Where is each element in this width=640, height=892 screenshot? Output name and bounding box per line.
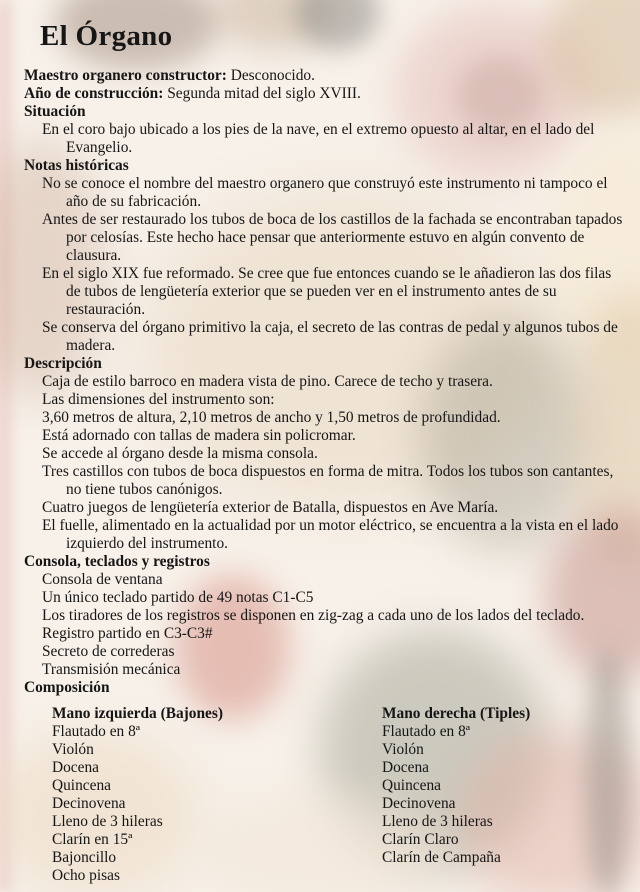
paragraph: Transmisión mecánica	[42, 661, 181, 678]
section-heading-composicion: Composición	[24, 679, 110, 696]
composition-columns	[52, 705, 624, 885]
paragraph: Está adornado con tallas de madera sin policromar.	[42, 427, 356, 444]
field-label: Año de construcción:	[24, 85, 164, 102]
stop-item: Clarín de Campaña	[382, 849, 501, 866]
paragraph: En el coro bajo ubicado a los pies de la nave, en el extremo opuesto al altar, en el lado del Evangelio.	[42, 121, 595, 156]
section-heading-consola: Consola, teclados y registros	[24, 553, 210, 570]
stop-item: Clarín Claro	[382, 831, 459, 848]
paragraph: Caja de estilo barroco en madera vista de pino. Carece de techo y trasera.	[42, 373, 493, 390]
paragraph: No se conoce el nombre del maestro organero que construyó este instrumento ni tampoco el año de su fabricación.	[42, 175, 608, 210]
stop-item: Ocho pisas	[52, 867, 120, 884]
field-year	[24, 85, 624, 103]
composition-column-left	[52, 705, 382, 885]
stop-item: Decinovena	[52, 795, 126, 812]
field-value: Segunda mitad del siglo XVIII.	[167, 85, 361, 102]
paragraph: Se accede al órgano desde la misma consola.	[42, 445, 318, 462]
column-title: Mano derecha (Tiples)	[382, 705, 531, 722]
section-heading-descripcion: Descripción	[24, 355, 102, 372]
section-heading-notas-historicas: Notas históricas	[24, 157, 129, 174]
stop-item: Clarín en 15ª	[52, 831, 133, 848]
paragraph: Registro partido en C3-C3#	[42, 625, 213, 642]
stop-item: Quincena	[382, 777, 441, 794]
section-heading-situacion: Situación	[24, 103, 86, 120]
paragraph: Tres castillos con tubos de boca dispuestos en forma de mitra. Todos los tubos son cantantes, no tiene tubos canónigos.	[42, 463, 614, 498]
stop-item: Quincena	[52, 777, 111, 794]
paragraph: Antes de ser restaurado los tubos de boca de los castillos de la fachada se encontraban tapados por celosías. Este hecho hace pensar que anteriormente estuvo en algún convento de clausura.	[42, 211, 623, 264]
paragraph: En el siglo XIX fue reformado. Se cree que fue entonces cuando se le añadieron las dos filas de tubos de lengüetería exterior que se pueden ver en el instrumento antes de su restauración.	[42, 265, 612, 318]
paragraph: Cuatro juegos de lengüetería exterior de Batalla, dispuestos en Ave María.	[42, 499, 499, 516]
stop-item: Violón	[52, 741, 94, 758]
composition-column-right	[382, 705, 624, 885]
stop-item: Docena	[52, 759, 99, 776]
paragraph: Se conserva del órgano primitivo la caja, el secreto de las contras de pedal y algunos tubos de madera.	[42, 319, 618, 354]
stop-item: Bajoncillo	[52, 849, 117, 866]
stop-item: Lleno de 3 hileras	[52, 813, 163, 830]
stop-item: Flautado en 8ª	[52, 723, 141, 740]
field-constructor	[24, 67, 624, 85]
stop-item: Decinovena	[382, 795, 456, 812]
stop-item: Violón	[382, 741, 424, 758]
paragraph: Consola de ventana	[42, 571, 163, 588]
stop-item: Lleno de 3 hileras	[382, 813, 493, 830]
page-title: El Órgano	[40, 20, 173, 52]
paragraph: El fuelle, alimentado en la actualidad por un motor eléctrico, se encuentra a la vista en el lado izquierdo del instrumento.	[42, 517, 619, 552]
paragraph: Las dimensiones del instrumento son:	[42, 391, 275, 408]
paragraph: 3,60 metros de altura, 2,10 metros de ancho y 1,50 metros de profundidad.	[42, 409, 501, 426]
field-value: Desconocido.	[230, 67, 315, 84]
stop-item: Docena	[382, 759, 429, 776]
field-label: Maestro organero constructor:	[24, 67, 227, 84]
stop-item: Flautado en 8ª	[382, 723, 471, 740]
paragraph: Los tiradores de los registros se disponen en zig-zag a cada uno de los lados del teclado.	[42, 607, 585, 624]
paragraph: Un único teclado partido de 49 notas C1-C5	[42, 589, 314, 606]
paragraph: Secreto de correderas	[42, 643, 175, 660]
column-title: Mano izquierda (Bajones)	[52, 705, 224, 722]
